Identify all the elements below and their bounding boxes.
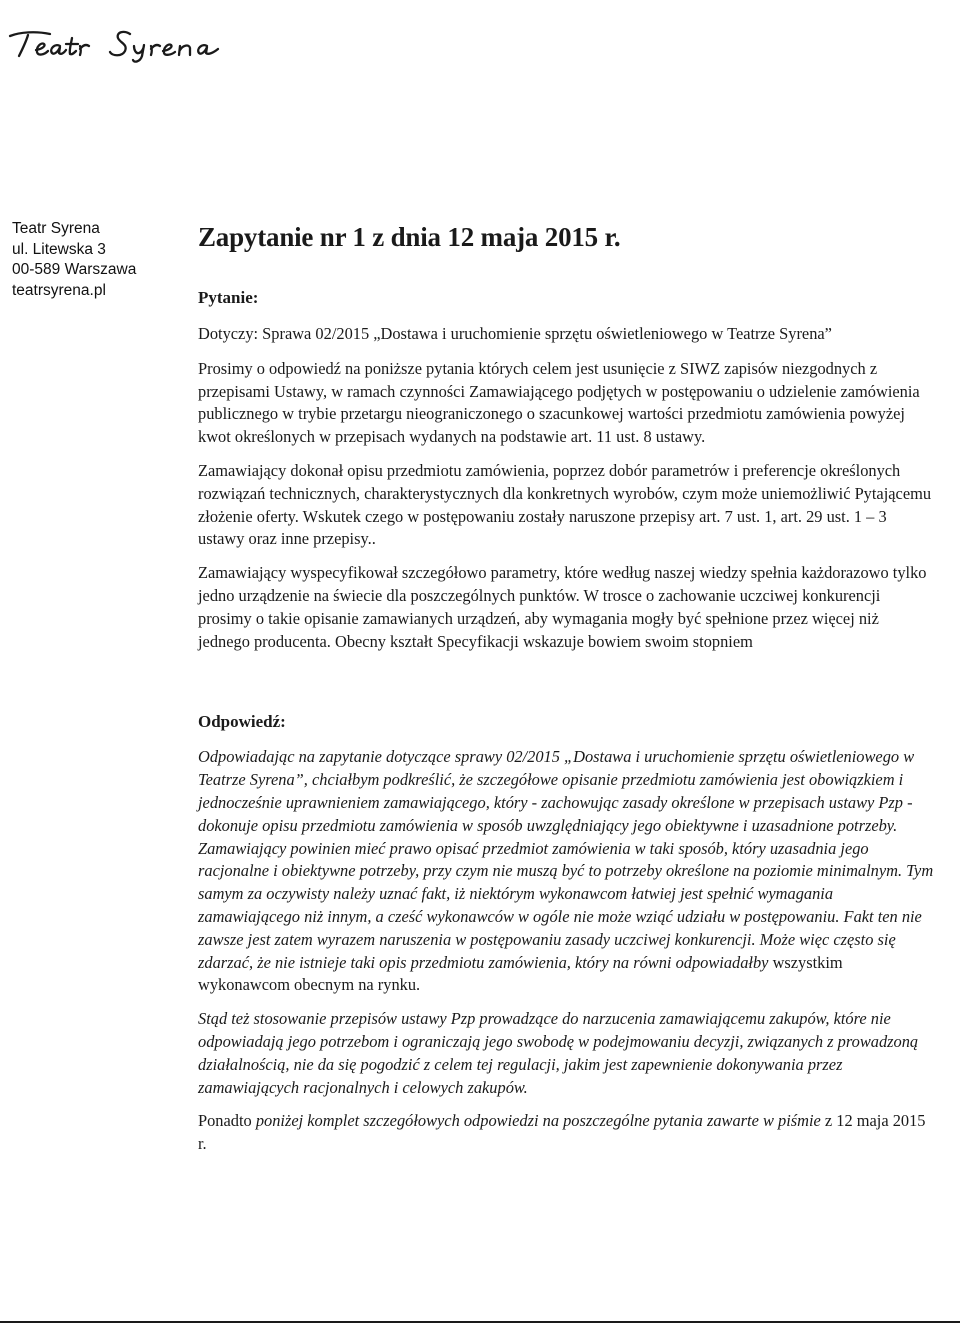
answer-paragraph-1-upright: wszystkim wykonawcom obecnym na rynku. bbox=[198, 952, 843, 995]
answer-paragraph-3-start: Ponadto bbox=[198, 1111, 256, 1131]
signature-logo-icon bbox=[6, 22, 222, 64]
document-title: Zapytanie nr 1 z dnia 12 maja 2015 r. bbox=[198, 222, 621, 252]
answer-heading: Odpowiedź: bbox=[198, 712, 286, 732]
address-website: teatrsyrena.pl bbox=[12, 281, 106, 299]
question-paragraph-2: Zamawiający dokonał opisu przedmiotu zamówienia, poprzez dobór parametrów i preferencje określonych rozwiązań technicznych, charakterystycznych dla konkretnych wyrobów, czym może uniemożliwić Pytającemu złożenie oferty. Wskutek czego w postępowaniu zostały naruszone przepisy art. 7 ust. 1, art. 29 ust. 1 – 3 ustawy oraz inne przepisy.. bbox=[198, 460, 932, 549]
answer-paragraph-3 bbox=[198, 1110, 934, 1156]
address-name: Teatr Syrena bbox=[12, 220, 100, 237]
address-city: 00-589 Warszawa bbox=[12, 261, 137, 278]
subject-line: Dotyczy: Sprawa 02/2015 „Dostawa i uruchomienie sprzętu oświetleniowego w Teatrze Syrena” bbox=[198, 324, 832, 343]
theatre-logo bbox=[6, 22, 222, 64]
question-paragraph-1: Prosimy o odpowiedź na poniższe pytania których celem jest usunięcie z SIWZ zapisów niezgodnych z przepisami Ustawy, w ramach czynności Zamawiającego podjętych w postępowaniu o udzielenie zamówienia publicznego w trybie przetargu nieograniczonego o szacunkowej wartości przedmiotu zamówienia powyżej kwot określonych w przepisach wydanych na podstawie art. 11 ust. 8 ustawy. bbox=[198, 358, 920, 447]
address-block bbox=[12, 219, 136, 301]
answer-paragraph-1 bbox=[198, 746, 934, 997]
footer-divider bbox=[0, 1321, 960, 1323]
answer-paragraph-1-italic: Odpowiadając na zapytanie dotyczące sprawy 02/2015 „Dostawa i uruchomienie sprzętu oświetleniowego w Teatrze Syrena”, chciałbym podkreślić, że szczegółowe opisanie przedmiotu zamówienia jest obowiązkiem i jednocześnie uprawnieniem zamawiającego, który - zachowując zasady określone w przepisach ustawy Pzp - dokonuje opisu przedmiotu zamówienia w sposób uwzględniający jego obiektywne i uzasadnione potrzeby. Zamawiający powinien mieć prawo opisać przedmiot zamówienia w taki sposób, który uzasadnia jego racjonalne i obiektywne potrzeby, przy czym nie muszą być to potrzeby określone na poziomie minimalnym. Tym samym za oczywisty należy uznać fakt, iż niektórym wykonawcom łatwiej jest spełnić wymagania zamawiającego niż innym, a cześć wykonawców w ogóle nie może wziąć udziału w postępowaniu. Fakt ten nie zawsze jest zatem wyrazem naruszenia w postępowaniu zasady uczciwej konkurencji. Może więc często się zdarzać, że nie istnieje taki opis przedmiotu zamówienia, który na równi odpowiadałby bbox=[198, 747, 934, 972]
answer-paragraph-3-italic: poniżej komplet szczegółowych odpowiedzi na poszczególne pytania zawarte w piśmie bbox=[255, 1111, 821, 1131]
address-street: ul. Litewska 3 bbox=[12, 240, 106, 258]
document-body bbox=[198, 220, 934, 1156]
answer-paragraph-3-end: z 12 maja 2015 r. bbox=[198, 1111, 926, 1154]
question-heading: Pytanie: bbox=[198, 288, 259, 307]
answer-paragraph-2: Stąd też stosowanie przepisów ustawy Pzp prowadzące do narzucenia zamawiającemu zakupów, które nie odpowiadają jego potrzebom i ograniczają jego swobodę w podejmowaniu decyzji, związanych z prowadzoną działalnością, nie da się pogodzić z celem tej regulacji, jakim jest zapewnienie dokonywania przez zamawiających racjonalnych i celowych zakupów. bbox=[198, 1009, 919, 1097]
question-paragraph-3: Zamawiający wyspecyfikował szczegółowo parametry, które według naszej wiedzy spełnia każdorazowo tylko jedno urządzenie na świecie dla poszczególnych punktów. W trosce o zachowanie uczciwej konkurencji prosimy o takie opisanie zamawianych urządzeń, aby wymagania mogły być spełnione przez więcej niż jednego producenta. Obecny kształt Specyfikacji wskazuje bowiem swoim stopniem bbox=[198, 563, 927, 651]
